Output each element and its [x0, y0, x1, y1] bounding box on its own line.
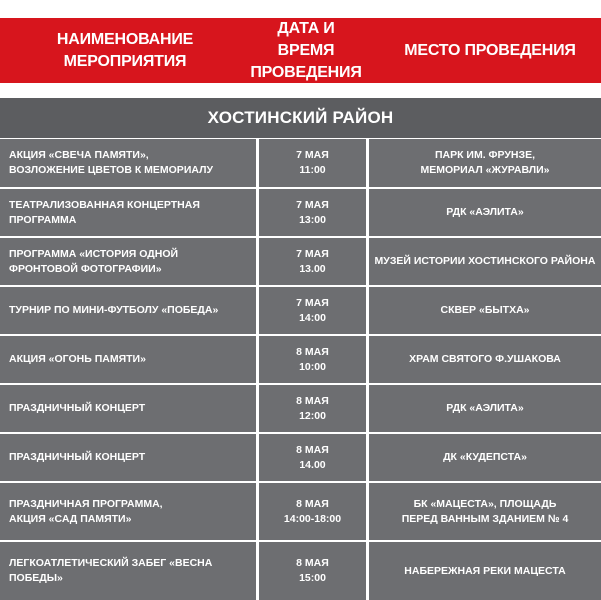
header-event-name: НАИМЕНОВАНИЕ МЕРОПРИЯТИЯ: [56, 30, 194, 70]
table-row: [0, 336, 601, 383]
table-row: [0, 287, 601, 334]
event-venue: ДК «КУДЕПСТА»: [369, 434, 601, 481]
header-date-time: ДАТА И ВРЕМЯ ПРОВЕДЕНИЯ: [250, 19, 362, 81]
event-name: ЛЕГКОАТЛЕТИЧЕСКИЙ ЗАБЕГ «ВЕСНА ПОБЕДЫ»: [0, 542, 256, 600]
event-datetime: 8 МАЯ 14:00-18:00: [259, 483, 366, 540]
events-table: [0, 139, 601, 600]
table-row: [0, 483, 601, 540]
event-venue: ПАРК ИМ. ФРУНЗЕ, МЕМОРИАЛ «ЖУРАВЛИ»: [369, 139, 601, 187]
header-venue: МЕСТО ПРОВЕДЕНИЯ: [404, 41, 576, 59]
event-venue: МУЗЕЙ ИСТОРИИ ХОСТИНСКОГО РАЙОНА: [369, 238, 601, 285]
event-datetime: 8 МАЯ 14.00: [259, 434, 366, 481]
event-name: ПРОГРАММА «ИСТОРИЯ ОДНОЙ ФРОНТОВОЙ ФОТОГРАФИИ»: [0, 238, 256, 285]
event-venue: БК «МАЦЕСТА», ПЛОЩАДЬ ПЕРЕД ВАННЫМ ЗДАНИЕМ № 4: [369, 483, 601, 540]
event-name: ПРАЗДНИЧНАЯ ПРОГРАММА, АКЦИЯ «САД ПАМЯТИ»: [0, 483, 256, 540]
table-row: [0, 238, 601, 285]
table-row: [0, 434, 601, 481]
district-title: ХОСТИНСКИЙ РАЙОН: [0, 98, 601, 138]
table-header: [0, 18, 601, 83]
event-venue: ХРАМ СВЯТОГО Ф.УШАКОВА: [369, 336, 601, 383]
event-name: ТЕАТРАЛИЗОВАННАЯ КОНЦЕРТНАЯ ПРОГРАММА: [0, 189, 256, 236]
event-datetime: 8 МАЯ 10:00: [259, 336, 366, 383]
event-name: ПРАЗДНИЧНЫЙ КОНЦЕРТ: [0, 434, 256, 481]
event-datetime: 7 МАЯ 14:00: [259, 287, 366, 334]
event-venue: РДК «АЭЛИТА»: [369, 189, 601, 236]
event-name: ПРАЗДНИЧНЫЙ КОНЦЕРТ: [0, 385, 256, 432]
table-row: [0, 189, 601, 236]
event-venue: НАБЕРЕЖНАЯ РЕКИ МАЦЕСТА: [369, 542, 601, 600]
event-datetime: 8 МАЯ 15:00: [259, 542, 366, 600]
event-name: ТУРНИР ПО МИНИ-ФУТБОЛУ «ПОБЕДА»: [0, 287, 256, 334]
table-row: [0, 385, 601, 432]
event-name: АКЦИЯ «СВЕЧА ПАМЯТИ», ВОЗЛОЖЕНИЕ ЦВЕТОВ К МЕМОРИАЛУ: [0, 139, 256, 187]
event-datetime: 7 МАЯ 13:00: [259, 189, 366, 236]
table-row: [0, 139, 601, 187]
event-datetime: 7 МАЯ 11:00: [259, 139, 366, 187]
table-row: [0, 542, 601, 600]
event-name: АКЦИЯ «ОГОНЬ ПАМЯТИ»: [0, 336, 256, 383]
event-venue: СКВЕР «БЫТХА»: [369, 287, 601, 334]
event-datetime: 8 МАЯ 12:00: [259, 385, 366, 432]
event-venue: РДК «АЭЛИТА»: [369, 385, 601, 432]
event-datetime: 7 МАЯ 13.00: [259, 238, 366, 285]
